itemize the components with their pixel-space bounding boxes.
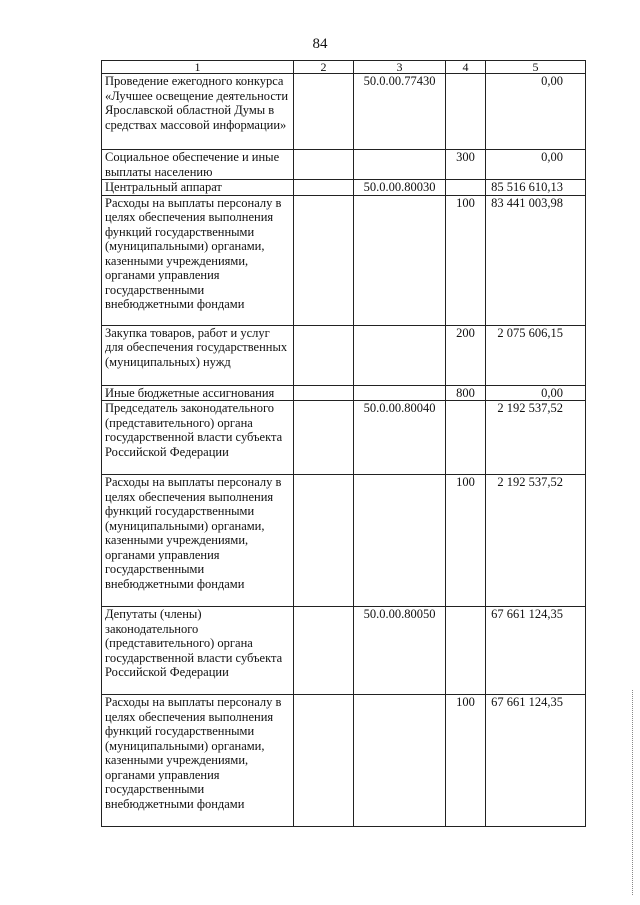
page-number: 84 bbox=[312, 36, 328, 52]
row-amount: 0,00 bbox=[486, 150, 586, 180]
row-type bbox=[446, 401, 486, 475]
row-col2 bbox=[294, 607, 354, 695]
row-name: Депутаты (члены) законодательного (представительного) органа государственной власти субъекта Российской Федерации bbox=[102, 607, 294, 695]
row-name: Иные бюджетные ассигнования bbox=[102, 385, 294, 401]
table-row bbox=[102, 195, 586, 325]
row-col2 bbox=[294, 475, 354, 607]
row-code bbox=[354, 325, 446, 385]
row-col2 bbox=[294, 385, 354, 401]
row-col2 bbox=[294, 195, 354, 325]
table-row bbox=[102, 180, 586, 196]
table-row bbox=[102, 74, 586, 150]
row-name: Расходы на выплаты персоналу в целях обеспечения выполнения функций государственными (муниципальными) органами, казенными учреждениями, органами управления государственными внебюджетными фондами bbox=[102, 695, 294, 827]
row-amount: 67 661 124,35 bbox=[486, 695, 586, 827]
row-code bbox=[354, 195, 446, 325]
row-col2 bbox=[294, 695, 354, 827]
budget-table bbox=[101, 60, 586, 827]
row-code: 50.0.00.80040 bbox=[354, 401, 446, 475]
row-amount: 0,00 bbox=[486, 74, 586, 150]
row-col2 bbox=[294, 150, 354, 180]
row-name: Проведение ежегодного конкурса «Лучшее освещение деятельности Ярославской областной Думы в средствах массовой информации» bbox=[102, 74, 294, 150]
row-name: Председатель законодательного (представительного) органа государственной власти субъекта Российской Федерации bbox=[102, 401, 294, 475]
row-type: 800 bbox=[446, 385, 486, 401]
row-type bbox=[446, 607, 486, 695]
row-name: Расходы на выплаты персоналу в целях обеспечения выполнения функций государственными (муниципальными) органами, казенными учреждениями, органами управления государственными внебюджетными фондами bbox=[102, 195, 294, 325]
row-code bbox=[354, 385, 446, 401]
table-header-row bbox=[102, 61, 586, 74]
row-code: 50.0.00.77430 bbox=[354, 74, 446, 150]
row-type: 300 bbox=[446, 150, 486, 180]
row-col2 bbox=[294, 74, 354, 150]
row-code bbox=[354, 475, 446, 607]
row-type: 100 bbox=[446, 475, 486, 607]
row-amount: 67 661 124,35 bbox=[486, 607, 586, 695]
row-code: 50.0.00.80030 bbox=[354, 180, 446, 196]
row-col2 bbox=[294, 180, 354, 196]
row-code: 50.0.00.80050 bbox=[354, 607, 446, 695]
column-header: 5 bbox=[486, 61, 586, 74]
row-amount: 2 192 537,52 bbox=[486, 401, 586, 475]
row-name: Социальное обеспечение и иные выплаты населению bbox=[102, 150, 294, 180]
column-header: 3 bbox=[354, 61, 446, 74]
column-header: 4 bbox=[446, 61, 486, 74]
row-col2 bbox=[294, 401, 354, 475]
table-row bbox=[102, 607, 586, 695]
table-row bbox=[102, 475, 586, 607]
row-code bbox=[354, 695, 446, 827]
row-type: 100 bbox=[446, 695, 486, 827]
row-type: 200 bbox=[446, 325, 486, 385]
row-amount: 2 075 606,15 bbox=[486, 325, 586, 385]
row-name: Закупка товаров, работ и услуг для обеспечения государственных (муниципальных) нужд bbox=[102, 325, 294, 385]
scan-edge-mark bbox=[632, 690, 637, 895]
row-name: Расходы на выплаты персоналу в целях обеспечения выполнения функций государственными (муниципальными) органами, казенными учреждениями, органами управления государственными внебюджетными фондами bbox=[102, 475, 294, 607]
row-amount: 2 192 537,52 bbox=[486, 475, 586, 607]
table-row bbox=[102, 325, 586, 385]
column-header: 2 bbox=[294, 61, 354, 74]
table-row bbox=[102, 401, 586, 475]
table-row bbox=[102, 695, 586, 827]
table-row bbox=[102, 385, 586, 401]
row-amount: 83 441 003,98 bbox=[486, 195, 586, 325]
row-type bbox=[446, 180, 486, 196]
row-name: Центральный аппарат bbox=[102, 180, 294, 196]
row-type bbox=[446, 74, 486, 150]
row-amount: 0,00 bbox=[486, 385, 586, 401]
row-code bbox=[354, 150, 446, 180]
row-amount: 85 516 610,13 bbox=[486, 180, 586, 196]
row-col2 bbox=[294, 325, 354, 385]
table-row bbox=[102, 150, 586, 180]
row-type: 100 bbox=[446, 195, 486, 325]
column-header: 1 bbox=[102, 61, 294, 74]
